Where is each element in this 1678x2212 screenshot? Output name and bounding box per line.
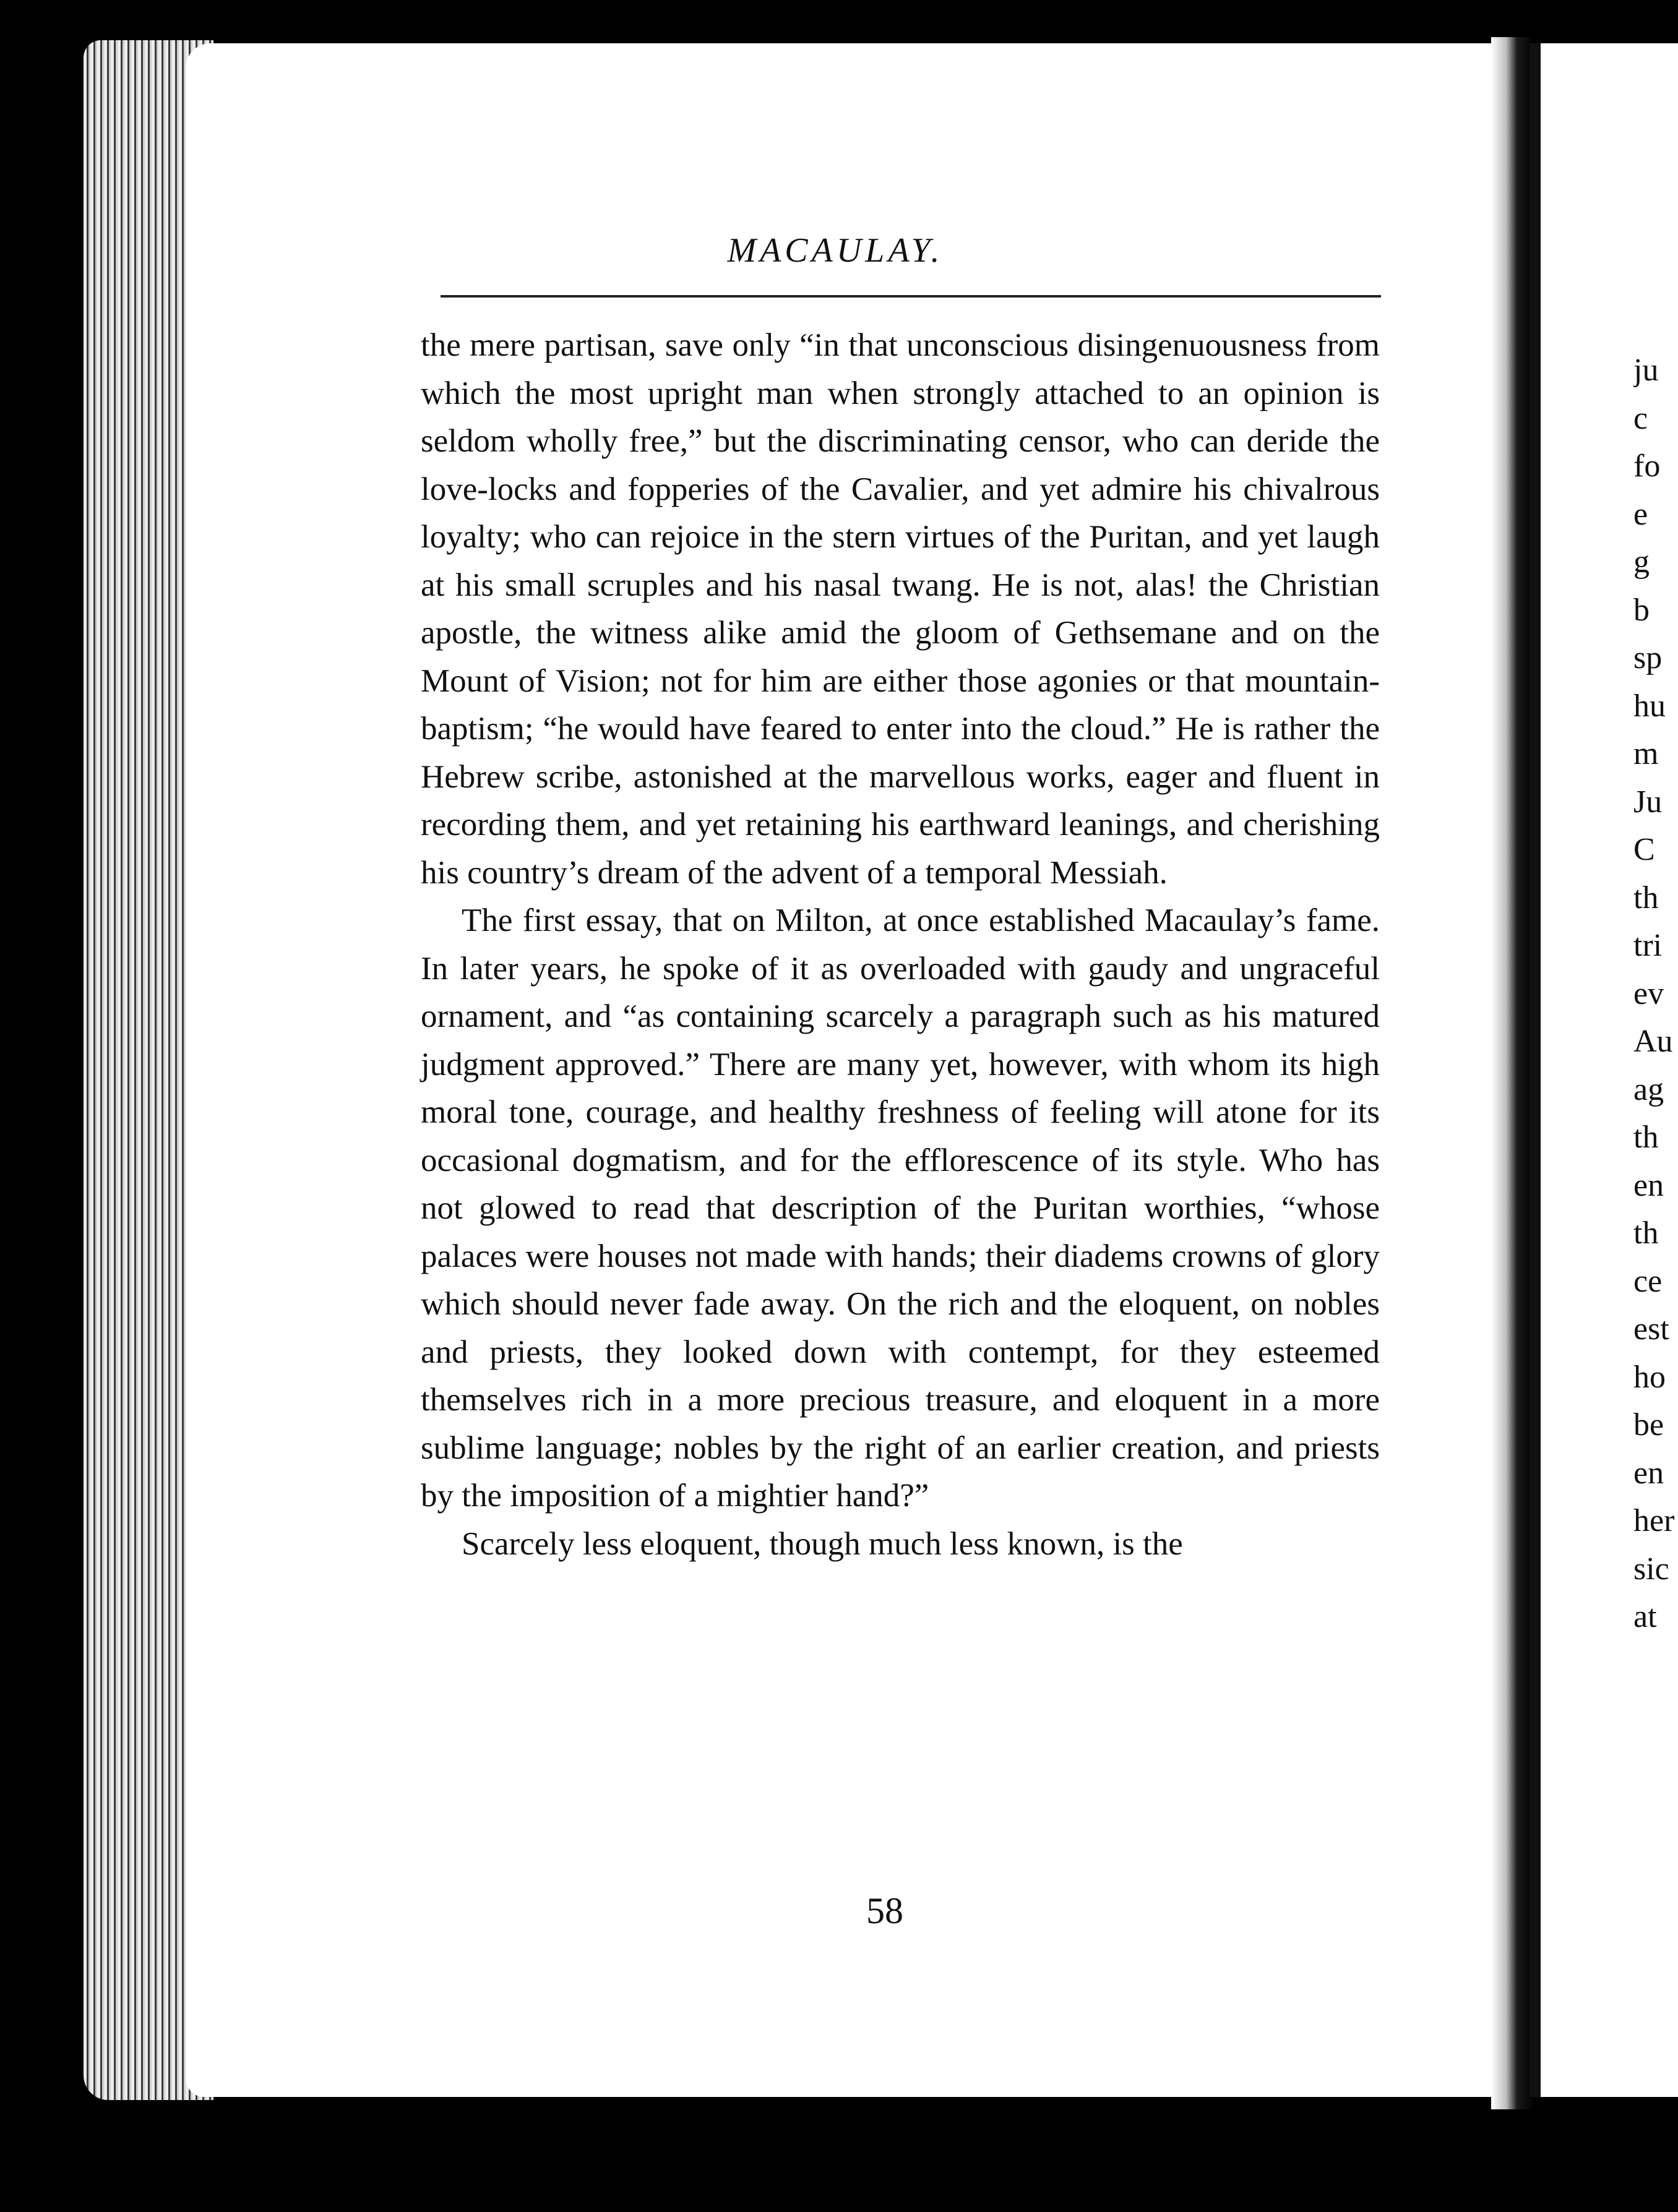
paragraph-2: The first essay, that on Milton, at once established Macaulay’s fame. In later years, he spoke of it as overloaded with gaudy and ungraceful ornament, and “as containing scarcely a paragraph such as his matured judgment approved.” There are many yet, however, with whom its high moral tone, courage, and healthy freshness of feeling will atone for its occasional dogmatism, and for the efflorescence of its style. Who has not glowed to read that description of the Puritan worthies, “whose palaces were houses not made with hands; their diadems crowns of glory which should never fade away. On the rich and the eloquent, on nobles and priests, they looked down with contempt, for they esteemed themselves rich in a more precious treasure, and eloquent in a more sublime language; nobles by the right of an earlier creation, and priests by the imposition of a mightier hand?” bbox=[421, 902, 1380, 1514]
facing-page-fragment: ag bbox=[1633, 1071, 1664, 1107]
paragraph-3: Scarcely less eloquent, though much less known, is the bbox=[462, 1525, 1183, 1562]
facing-page-fragment: th bbox=[1633, 1215, 1659, 1251]
facing-page-fragment: th bbox=[1633, 880, 1659, 915]
facing-page-fragment: c bbox=[1633, 400, 1648, 436]
facing-page-fragment: fo bbox=[1633, 448, 1661, 484]
body-text bbox=[421, 322, 1380, 1568]
facing-page-text-fragments bbox=[1633, 346, 1678, 1641]
facing-page-fragment: ce bbox=[1633, 1263, 1663, 1299]
facing-page-fragment: Ju bbox=[1633, 784, 1663, 820]
facing-page-fragment: e bbox=[1633, 496, 1648, 532]
header-rule bbox=[441, 295, 1381, 298]
facing-page-fragment: tri bbox=[1633, 928, 1663, 963]
facing-page-fragment: ev bbox=[1633, 975, 1664, 1011]
running-head: MACAULAY. bbox=[727, 231, 944, 270]
facing-page-fragment: sp bbox=[1633, 640, 1663, 675]
facing-page-fragment: en bbox=[1633, 1455, 1664, 1491]
facing-page-fragment: Au bbox=[1633, 1024, 1673, 1059]
page-number: 58 bbox=[866, 1890, 903, 1931]
facing-page-fragment: en bbox=[1633, 1167, 1664, 1203]
facing-page-fragment: m bbox=[1633, 736, 1659, 771]
paragraph-1: the mere partisan, save only “in that unconscious disingenuousness from which the most upright man when strongly attached to an opinion is seldom wholly free,” but the discriminating censor, who can deride the love-locks and fopperies of the Cavalier, and yet admire his chivalrous loyalty; who can rejoice in the stern virtues of the Puritan, and yet laugh at his small scruples and his nasal twang. He is not, alas! the Christian apostle, the witness alike amid the gloom of Gethsemane and on the Mount of Vision; not for him are either those agonies or that mountain-baptism; “he would have feared to enter into the cloud.” He is rather the Hebrew scribe, astonished at the marvellous works, eager and fluent in recording them, and yet retaining his earthward leanings, and cherishing his country’s dream of the advent of a temporal Messiah. bbox=[421, 327, 1380, 891]
book-spine-gutter bbox=[1491, 37, 1534, 2109]
facing-page-fragment: th bbox=[1633, 1120, 1659, 1155]
facing-page-fragment: C bbox=[1633, 832, 1655, 867]
facing-page-fragment: sic bbox=[1633, 1551, 1669, 1587]
facing-page-fragment: her bbox=[1633, 1503, 1675, 1538]
facing-page-fragment: est bbox=[1633, 1311, 1669, 1347]
facing-page-fragment: at bbox=[1633, 1599, 1657, 1634]
facing-page-fragment: be bbox=[1633, 1407, 1664, 1443]
facing-page-fragment: ho bbox=[1633, 1359, 1666, 1395]
facing-page-fragment: ju bbox=[1633, 353, 1659, 388]
facing-page-fragment: g bbox=[1633, 544, 1650, 580]
facing-page-fragment: b bbox=[1633, 592, 1650, 628]
facing-page-fragment: hu bbox=[1633, 688, 1666, 724]
